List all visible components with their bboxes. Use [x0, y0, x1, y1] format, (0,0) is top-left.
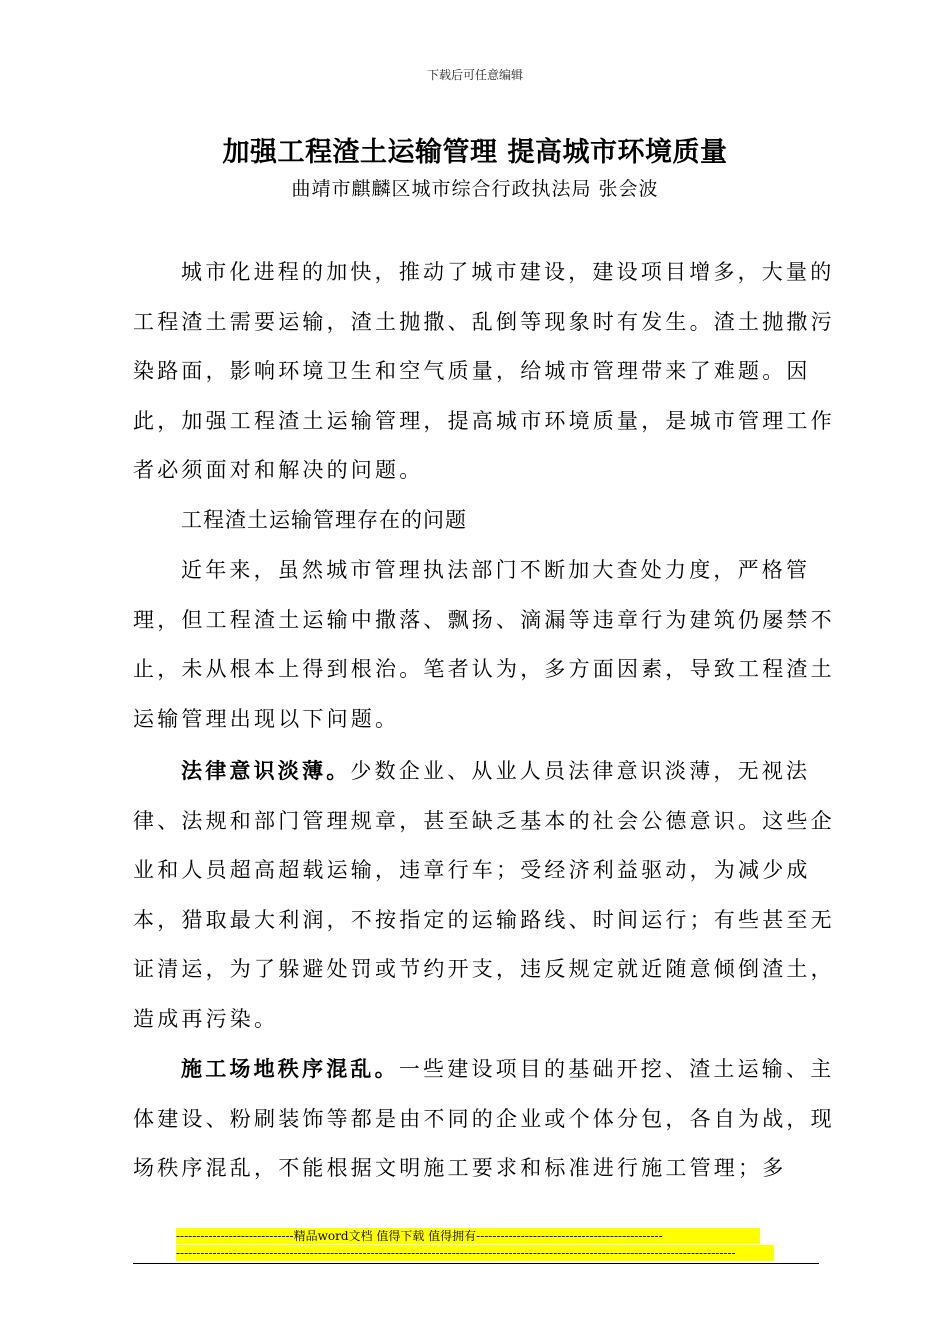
- footer-banner-line1: -----------------------------精品word文档 值得下载 值得拥有----------------------------------------------: [176, 1228, 760, 1244]
- paragraph-site-disorder: [133, 1044, 835, 1194]
- paragraph-problems-intro: 近年来，虽然城市管理执法部门不断加大查处力度，严格管理，但工程渣土运输中撒落、飘扬、滴漏等违章行为建筑仍屡禁不止，未从根本上得到根治。笔者认为，多方面因素，导致工程渣土运输管理出现以下问题。: [133, 558, 835, 731]
- section-heading: 工程渣土运输管理存在的问题: [181, 508, 467, 532]
- document-title: 加强工程渣土运输管理 提高城市环境质量: [222, 137, 728, 168]
- footer-banner-line2: ------------------------------------------------------------------------------------------------------------------------------------------: [176, 1245, 774, 1261]
- paragraph-lead-legal: 法律意识淡薄。: [181, 758, 351, 783]
- author-byline: 曲靖市麒麟区城市综合行政执法局 张会波: [291, 178, 659, 200]
- header-note: 下载后可任意编辑: [426, 68, 523, 82]
- paragraph-body-site: 一些建设项目的基础开挖、渣土运输、主体建设、粉刷装饰等都是由不同的企业或个体分包，各自为战，现场秩序混乱，不能根据文明施工要求和标准进行施工管理；多: [133, 1057, 835, 1181]
- paragraph-intro: 城市化进程的加快，推动了城市建设，建设项目增多，大量的工程渣土需要运输，渣土抛撒、乱倒等现象时有发生。渣土抛撒污染路面，影响环境卫生和空气质量，给城市管理带来了难题。因此，加强工程渣土运输管理，提高城市环境质量，是城市管理工作者必须面对和解决的问题。: [133, 260, 835, 483]
- footer-divider: [133, 1263, 819, 1264]
- paragraph-body-legal: 少数企业、从业人员法律意识淡薄，无视法律、法规和部门管理规章，甚至缺乏基本的社会公德意识。这些企业和人员超高超载运输，违章行车；受经济利益驱动，为减少成本，猎取最大利润，不按指定的运输路线、时间运行；有些甚至无证清运，为了躲避处罚或节约开支，违反规定就近随意倾倒渣土，造成再污染。: [133, 759, 835, 1031]
- paragraph-legal-awareness: [133, 746, 835, 1045]
- paragraph-lead-site: 施工场地秩序混乱。: [181, 1056, 399, 1081]
